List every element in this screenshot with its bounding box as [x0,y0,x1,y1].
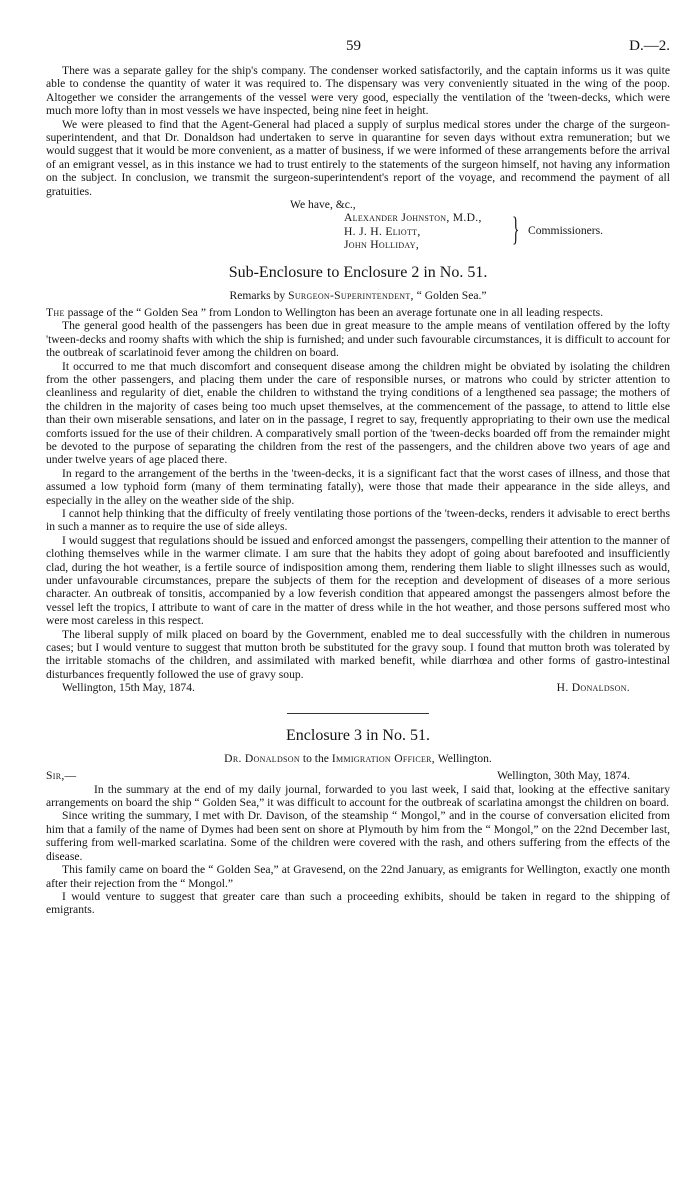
report-paragraph: There was a separate galley for the ship's company. The condenser worked satisfactorily, and the captain informs us it was quite able to condense the quantity of water it was required to. The dispensary was very conveniently situated in the wing of the poop. Altogether we consider the arrangements of the vessel were very good, especially the ventilation of the 'tween-decks, which were much more lofty than in most vessels we have inspected, being nine feet in height. [46,64,670,118]
letter-author: Dr. Donaldson [224,752,300,766]
first-word: The [46,305,65,319]
remarks-paragraph: I would suggest that regulations should be issued and enforced amongst the passengers, compelling their attention to the manner of clothing themselves while in the warmer climate. I am sure that the habits they adopt of going about barefooted and insufficiently clad, during the hot weather, is a fertile source of indisposition among them, rendering them liable to slight illnesses such as would, under unfavourable circumstances, prepare the subjects of them for the reception and development of diseases of a more serious character. An outbreak of tonsitis, accompanied by a low feverish condition that appeared amongst the passengers almost before the vessel left the tropics, I attribute to want of care in the matter of dress while in the hot weather, and those persons suffered most who were most careless in this respect. [46,533,670,628]
section-heading: Sub-Enclosure to Enclosure 2 in No. 51. [228,264,488,282]
brace-glyph: } [512,211,520,249]
remarks-paragraph: The liberal supply of milk placed on board by the Government, enabled me to deal successfully with the children in numerous cases; but I would venture to suggest that mutton broth be substituted for the gravy soup. I found that mutton broth was tolerated by the irritable stomachs of the children, and assimilated with marked benefit, while diarrhœa and other forms of gastro-intestinal disturbances frequently followed the use of gravy soup. [46,627,670,681]
remarks-paragraph: It occurred to me that much discomfort and consequent disease among the children might be obviated by isolating the children from the other passengers, and placing them under the care of responsible nurses, or matrons who could by stricter attention to cleanliness and regularity of diet, enable the children to withstand the trying conditions of a lengthened sea passage; the mothers of the children in the majority of cases being too much upset themselves, at the commencement of the passage, to attend to little else than their own miserable sensations, and later on in the passage, I regret to say, frequently appropriating to their own use the medical comforts issued for the use of their children. A comparatively small portion of the 'tween-decks boarded off from the remainder might be devoted to the purpose of separating the children from the rest of the passengers, and the children above two years of age and under twelve years of age placed there. [46,359,670,467]
letter-place: Wellington. [437,752,492,766]
letter-recipient: Immigration Officer, [331,752,435,766]
report-paragraph: We were pleased to find that the Agent-General had placed a supply of surplus medical stores under the charge of the surgeon-superintendent, and that Dr. Donaldson had undertaken to serve in quarantine for seven days without extra remuneration; but we would suggest that it would be more convenient, as a matter of business, if we were informed of these arrangements before the arrival of an emigrant vessel, as in this instance we had to trust entirely to the statements of the surgeon himself, not having any information on the subject. In conclusion, we transmit the surgeon-superintendent's report of the voyage, and recommend the payment of all gratuities. [46,117,670,198]
remarks-date: Wellington, 15th May, 1874. [62,681,195,695]
letter-paragraph: This family came on board the “ Golden Sea,” at Gravesend, on the 22nd January, as emigrants for Wellington, exactly one month after their rejection from the “ Mongol.” [46,863,670,890]
letter-paragraph: In the summary at the end of my daily journal, forwarded to you last week, I said that, looking at the effective sanitary arrangements on board the ship “ Golden Sea,” it was difficult to account for the outbreak of scarlatina amongst the children on board. [46,782,670,810]
page-header [46,40,670,64]
dateline [46,681,670,697]
page-number: 59 [346,38,361,54]
section-subheading [46,289,670,302]
remarks-paragraph: In regard to the arrangement of the berths in the 'tween-decks, it is a significant fact that the worst cases of illness, and those that assumed a low typhoid form (many of them terminating fatally), were those that made their appearance in the side alleys, and especially in the alley on the weather side of the ship. [46,466,670,507]
letter-date: Wellington, 30th May, 1874. [497,768,630,782]
letter-connector: to the [302,752,329,766]
letter-paragraph: I would venture to suggest that greater care than such a proceeding exhibits, should be taken in regard to the shipping of emigrants. [46,889,670,917]
subheading-prefix: Remarks by [229,289,286,303]
signatory-name: John Holliday, [344,238,420,252]
section-divider [287,713,429,714]
letter-paragraph: Since writing the summary, I met with Dr. Davison, of the steamship “ Mongol,” and in the course of conversation elicited from him that a family of the name of Dymes had been sent on shore at Plymouth by him from the “ Mongol,” on the 22nd December last, suffering from well-marked scarlatina. Some of the children were covered with the rash, and others suffering from the effects of the disease. [46,809,670,863]
section-heading: Enclosure 3 in No. 51. [286,727,430,745]
remarks-paragraph: I cannot help thinking that the difficulty of freely ventilating those portions of the 'tween-decks, renders it advisable to erect berths in such a manner as to require the use of side alleys. [46,506,670,534]
signatory-role: Commissioners. [528,224,604,238]
signatory-list [344,211,482,251]
paragraph-text: passage of the “ Golden Sea ” from London to Wellington has been an average fortunate one in all leading respects. [67,305,604,319]
subheading-title: Surgeon-Superintendent, [288,289,414,303]
section-subheading [46,752,670,765]
subheading-suffix: “ Golden Sea.” [416,289,487,303]
closing-line: We have, &c., [290,198,356,212]
signatory-name: H. J. H. Eliott, [344,224,421,238]
document-code: D.—2. [629,38,670,54]
remarks-signature: H. Donaldson. [556,681,630,695]
remarks-paragraph [46,306,670,319]
signature-block [344,211,670,251]
salutation: Sir,— [46,768,77,782]
remarks-paragraph: The general good health of the passengers has been due in great measure to the ample means of ventilation offered by the lofty 'tween-decks and roomy shafts with which the ship is furnished; and under such favourable circumstances, it is difficult to account for the outbreak of scarlatinoid fever among the children on board. [46,319,670,360]
signatory-name: Alexander Johnston, M.D., [344,211,482,225]
salutation-line [46,769,670,783]
